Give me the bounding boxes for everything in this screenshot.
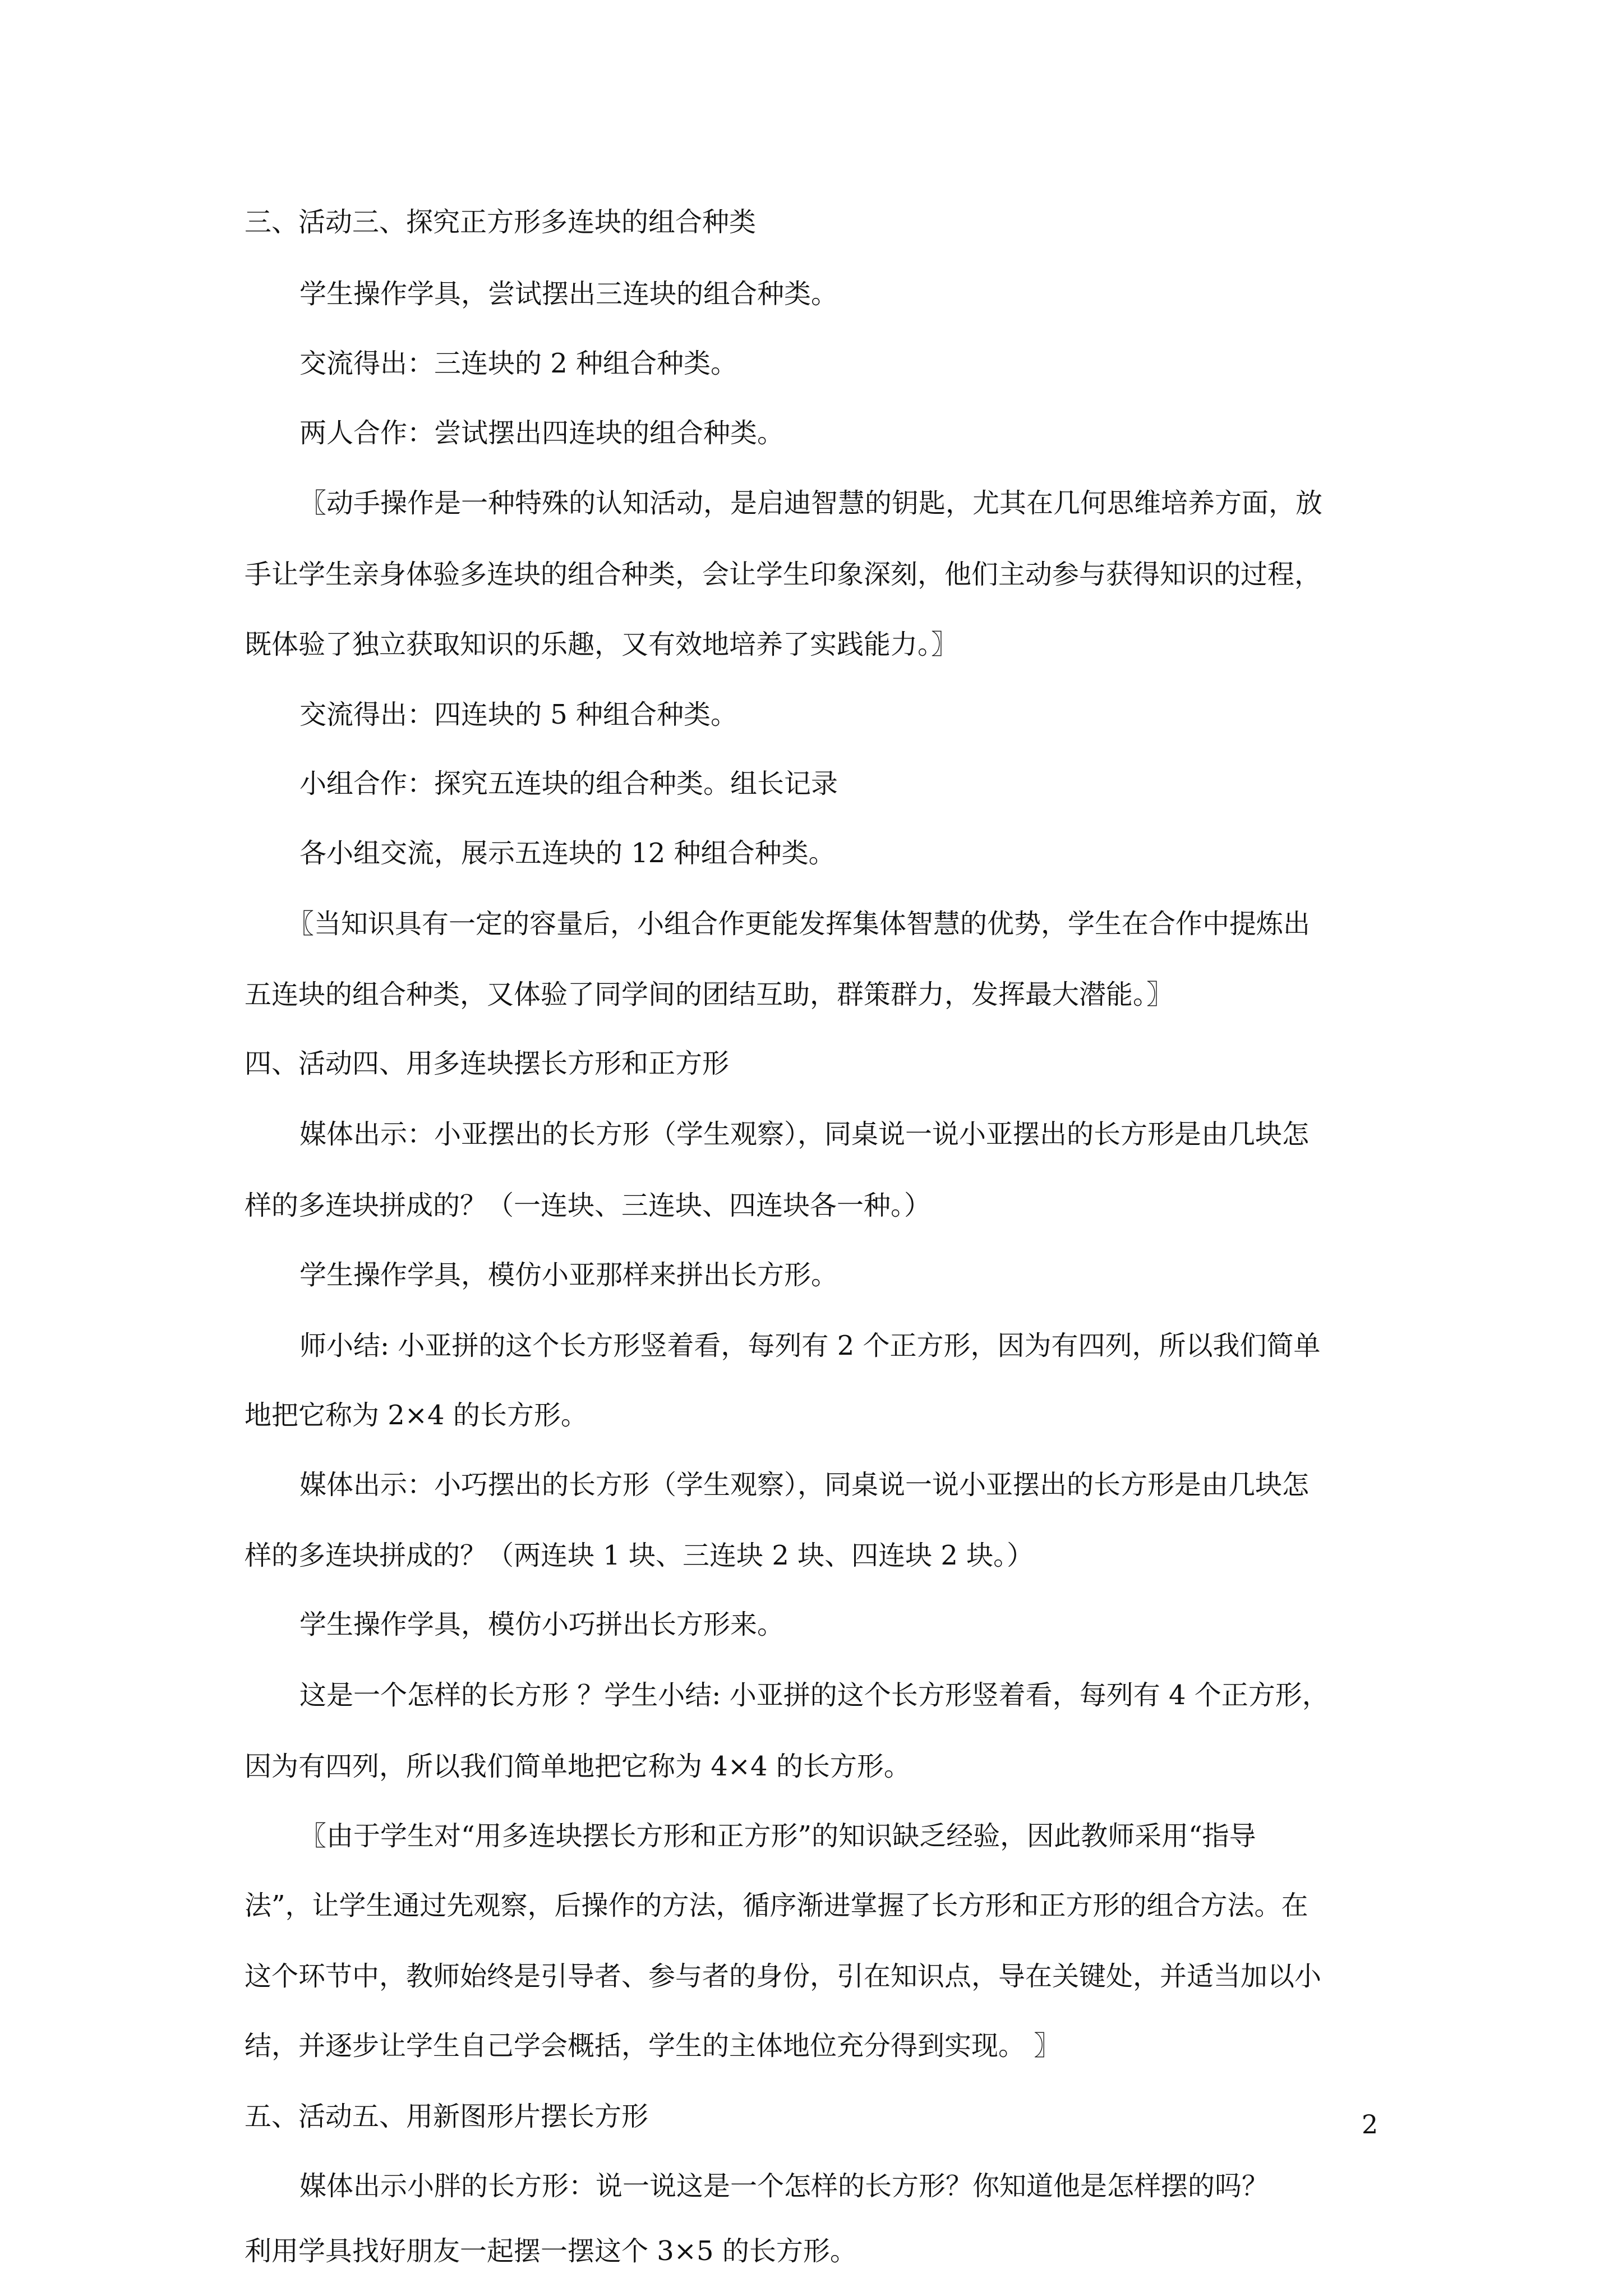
commentary-line: 手让学生亲身体验多连块的组合种类，会让学生印象深刻，他们主动参与获得知识的过程，	[245, 559, 1322, 590]
section-heading-activity-3: 三、活动三、探究正方形多连块的组合种类	[245, 206, 757, 238]
section-heading-activity-4: 四、活动四、用多连块摆长方形和正方形	[245, 1048, 730, 1079]
paragraph-line: 师小结: 小亚拼的这个长方形竖着看，每列有 2 个正方形，因为有四列，所以我们简单	[299, 1330, 1321, 1361]
commentary-line: 〖由于学生对“用多连块摆长方形和正方形”的知识缺乏经验，因此教师采用“指导	[299, 1820, 1256, 1852]
paragraph-line: 交流得出：三连块的 2 种组合种类。	[299, 348, 738, 379]
paragraph-line: 学生操作学具，尝试摆出三连块的组合种类。	[299, 278, 838, 310]
paragraph-line: 小组合作：探究五连块的组合种类。组长记录	[299, 768, 838, 799]
paragraph-line: 媒体出示：小亚摆出的长方形（学生观察），同桌说一说小亚摆出的长方形是由几块怎	[299, 1119, 1310, 1150]
paragraph-line: 两人合作：尝试摆出四连块的组合种类。	[299, 417, 785, 449]
paragraph-line: 媒体出示：小巧摆出的长方形（学生观察），同桌说一说小亚摆出的长方形是由几块怎	[299, 1469, 1310, 1501]
commentary-line: 既体验了独立获取知识的乐趣，又有效地培养了实践能力。〗	[245, 629, 958, 660]
paragraph-line: 交流得出：四连块的 5 种组合种类。	[299, 699, 738, 730]
commentary-line: 结，并逐步让学生自己学会概括，学生的主体地位充分得到实现。 〗	[245, 2030, 1061, 2062]
paragraph-line: 媒体出示小胖的长方形：说一说这是一个怎样的长方形？你知道他是怎样摆的吗？	[299, 2170, 1269, 2202]
paragraph-line: 样的多连块拼成的？（一连块、三连块、四连块各一种。）	[245, 1190, 932, 1221]
paragraph-line: 学生操作学具，模仿小亚那样来拼出长方形。	[299, 1259, 838, 1291]
commentary-line: 这个环节中，教师始终是引导者、参与者的身份，引在知识点，导在关键处，并适当加以小	[245, 1961, 1322, 1992]
paragraph-line: 各小组交流，展示五连块的 12 种组合种类。	[299, 838, 836, 869]
commentary-line: 〖当知识具有一定的容量后，小组合作更能发挥集体智慧的优势，学生在合作中提炼出	[287, 908, 1311, 940]
commentary-line: 法”，让学生通过先观察，后操作的方法，循序渐进掌握了长方形和正方形的组合方法。在	[245, 1890, 1308, 1921]
paragraph-line: 学生操作学具，模仿小巧拼出长方形来。	[299, 1609, 785, 1640]
paragraph-line: 这是一个怎样的长方形 ？学生小结: 小亚拼的这个长方形竖着看，每列有 4 个正方形，	[299, 1680, 1329, 1711]
commentary-line: 五连块的组合种类，又体验了同学间的团结互助，群策群力，发挥最大潜能。〗	[245, 979, 1174, 1010]
commentary-line: 〖动手操作是一种特殊的认知活动，是启迪智慧的钥匙，尤其在几何思维培养方面，放	[299, 487, 1323, 519]
paragraph-line: 因为有四列，所以我们简单地把它称为 4×4 的长方形。	[245, 1751, 911, 1782]
section-heading-activity-5: 五、活动五、用新图形片摆长方形	[245, 2101, 649, 2132]
paragraph-line: 地把它称为 2×4 的长方形。	[245, 1400, 588, 1431]
paragraph-line: 样的多连块拼成的？（两连块 1 块、三连块 2 块、四连块 2 块。）	[245, 1540, 1034, 1571]
page-number: 2	[1362, 2109, 1378, 2139]
paragraph-line: 利用学具找好朋友一起摆一摆这个 3×5 的长方形。	[245, 2235, 857, 2267]
